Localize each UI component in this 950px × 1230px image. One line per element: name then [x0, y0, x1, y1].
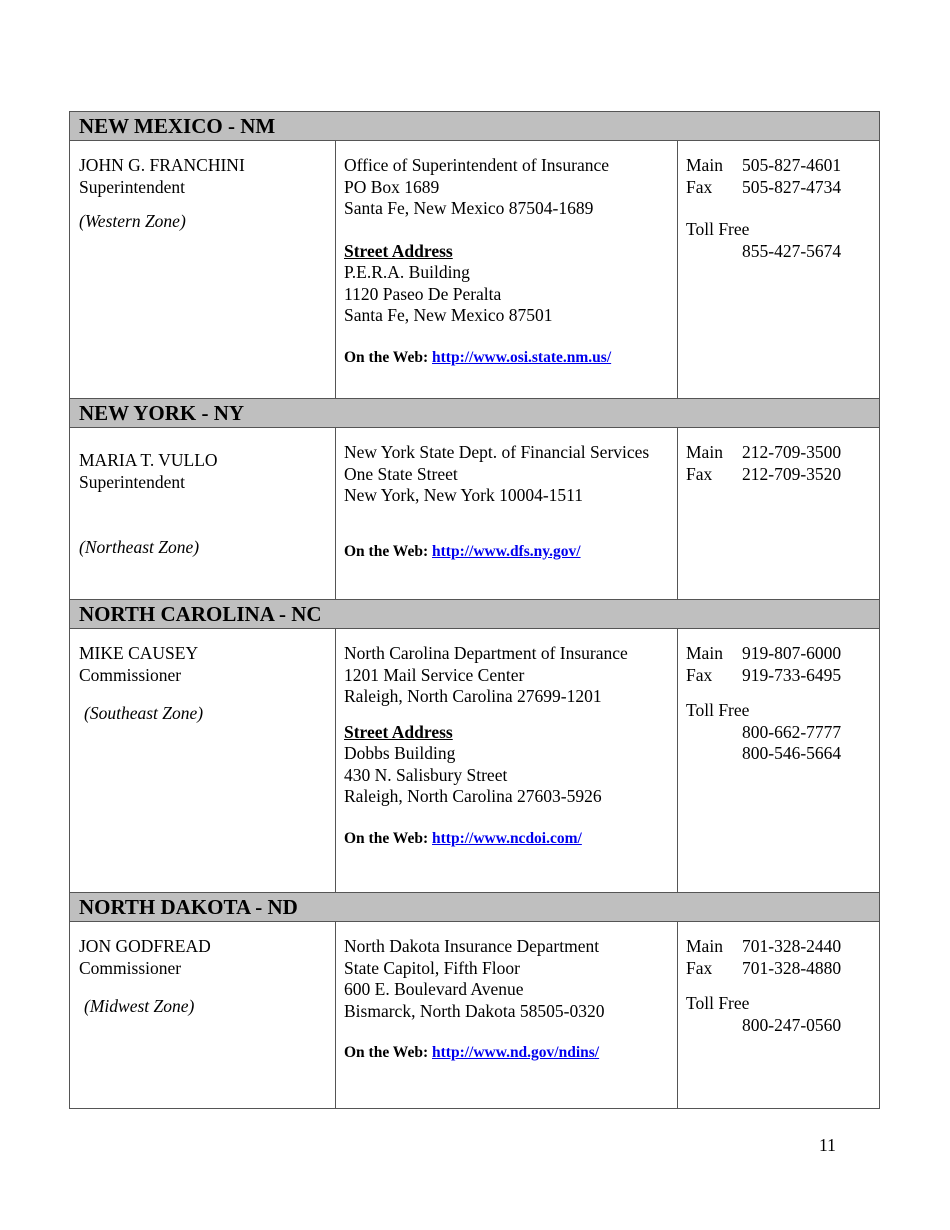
street-line: Dobbs Building — [344, 743, 456, 763]
website-link[interactable]: http://www.nd.gov/ndins/ — [432, 1044, 600, 1061]
phone-cell — [678, 141, 880, 399]
state-row — [70, 629, 880, 893]
phone-cell — [678, 629, 880, 893]
web-line — [344, 1042, 671, 1064]
official-cell — [70, 141, 336, 399]
toll-free-number: 800-546-5664 — [742, 743, 842, 763]
state-row — [70, 141, 880, 399]
address-cell — [336, 141, 678, 399]
fax-row — [686, 665, 873, 687]
main-label: Main — [686, 643, 723, 663]
official-cell — [70, 922, 336, 1109]
main-phone-row — [686, 936, 873, 958]
website-link[interactable]: http://www.osi.state.nm.us/ — [432, 348, 612, 366]
phone-cell — [678, 922, 880, 1109]
main-label: Main — [686, 442, 723, 462]
address-line: Office of Superintendent of Insurance — [344, 155, 609, 175]
main-label: Main — [686, 936, 723, 956]
web-label: On the Web: — [344, 542, 429, 560]
toll-free-number: 800-247-0560 — [742, 1014, 842, 1035]
state-header: NORTH CAROLINA - NC — [70, 600, 880, 629]
fax-label: Fax — [686, 463, 713, 484]
street-line: Santa Fe, New Mexico 87501 — [344, 305, 553, 325]
fax-row — [686, 177, 873, 199]
street-line: 430 N. Salisbury Street — [344, 764, 508, 785]
fax-row — [686, 958, 873, 980]
address-line: North Carolina Department of Insurance — [344, 643, 628, 663]
main-phone-row — [686, 643, 873, 665]
street-line: Raleigh, North Carolina 27603-5926 — [344, 786, 602, 806]
official-cell — [70, 428, 336, 600]
zone-label: (Southeast Zone) — [84, 703, 204, 723]
zone-label: (Northeast Zone) — [79, 537, 200, 557]
state-row — [70, 428, 880, 600]
web-line — [344, 347, 671, 369]
address-line: North Dakota Insurance Department — [344, 936, 600, 956]
state-header: NORTH DAKOTA - ND — [70, 893, 880, 922]
address-line: Raleigh, North Carolina 27699-1201 — [344, 686, 602, 706]
address-line: 1201 Mail Service Center — [344, 664, 525, 685]
address-cell — [336, 922, 678, 1109]
phone-cell — [678, 428, 880, 600]
toll-free-number: 855-427-5674 — [742, 240, 842, 261]
fax-label: Fax — [686, 176, 713, 197]
address-line: State Capitol, Fifth Floor — [344, 957, 520, 978]
toll-free-number: 800-662-7777 — [742, 721, 842, 742]
official-name: JON GODFREAD — [79, 936, 211, 956]
fax-number: 212-709-3520 — [742, 463, 842, 484]
official-name: MARIA T. VULLO — [79, 450, 218, 470]
address-cell — [336, 629, 678, 893]
address-line: Santa Fe, New Mexico 87504-1689 — [344, 198, 594, 218]
website-link[interactable]: http://www.ncdoi.com/ — [432, 829, 582, 847]
main-phone: 505-827-4601 — [742, 155, 842, 175]
fax-number: 701-328-4880 — [742, 957, 842, 978]
fax-label: Fax — [686, 957, 713, 978]
state-header-row — [70, 112, 880, 141]
web-label: On the Web: — [344, 829, 429, 847]
official-name: JOHN G. FRANCHINI — [79, 155, 245, 175]
zone-label: (Western Zone) — [79, 211, 186, 231]
official-title: Commissioner — [79, 664, 182, 685]
fax-label: Fax — [686, 664, 713, 685]
page-number: 11 — [819, 1135, 836, 1155]
street-line: P.E.R.A. Building — [344, 262, 470, 282]
zone-label: (Midwest Zone) — [84, 996, 195, 1016]
web-line — [344, 828, 671, 850]
official-title: Superintendent — [79, 176, 185, 197]
address-line: Bismarck, North Dakota 58505-0320 — [344, 1000, 605, 1021]
toll-free-label: Toll Free — [686, 219, 750, 239]
official-cell — [70, 629, 336, 893]
state-header-row — [70, 399, 880, 428]
insurance-directory-table — [69, 111, 880, 1109]
state-header-row — [70, 893, 880, 922]
fax-number: 505-827-4734 — [742, 176, 842, 197]
toll-free-label: Toll Free — [686, 700, 750, 720]
main-phone: 212-709-3500 — [742, 442, 842, 462]
address-line: PO Box 1689 — [344, 176, 440, 197]
web-label: On the Web: — [344, 348, 429, 366]
street-address-heading: Street Address — [344, 240, 453, 261]
main-phone: 919-807-6000 — [742, 643, 842, 663]
web-line — [344, 541, 671, 563]
website-link[interactable]: http://www.dfs.ny.gov/ — [432, 542, 581, 560]
toll-free-label: Toll Free — [686, 993, 750, 1013]
street-line: 1120 Paseo De Peralta — [344, 283, 502, 304]
address-line: New York, New York 10004-1511 — [344, 485, 584, 505]
state-header: NEW YORK - NY — [70, 399, 880, 428]
official-title: Superintendent — [79, 471, 185, 492]
address-line: 600 E. Boulevard Avenue — [344, 979, 524, 999]
address-line: One State Street — [344, 463, 458, 484]
web-label: On the Web: — [344, 1044, 429, 1061]
state-header: NEW MEXICO - NM — [70, 112, 880, 141]
address-line: New York State Dept. of Financial Services — [344, 442, 650, 462]
fax-row — [686, 464, 873, 486]
address-cell — [336, 428, 678, 600]
main-phone-row — [686, 442, 873, 464]
street-address-heading: Street Address — [344, 721, 453, 742]
main-phone: 701-328-2440 — [742, 936, 842, 956]
official-name: MIKE CAUSEY — [79, 643, 199, 663]
fax-number: 919-733-6495 — [742, 664, 842, 685]
official-title: Commissioner — [79, 957, 182, 978]
state-header-row — [70, 600, 880, 629]
state-row — [70, 922, 880, 1109]
main-label: Main — [686, 155, 723, 175]
main-phone-row — [686, 155, 873, 177]
